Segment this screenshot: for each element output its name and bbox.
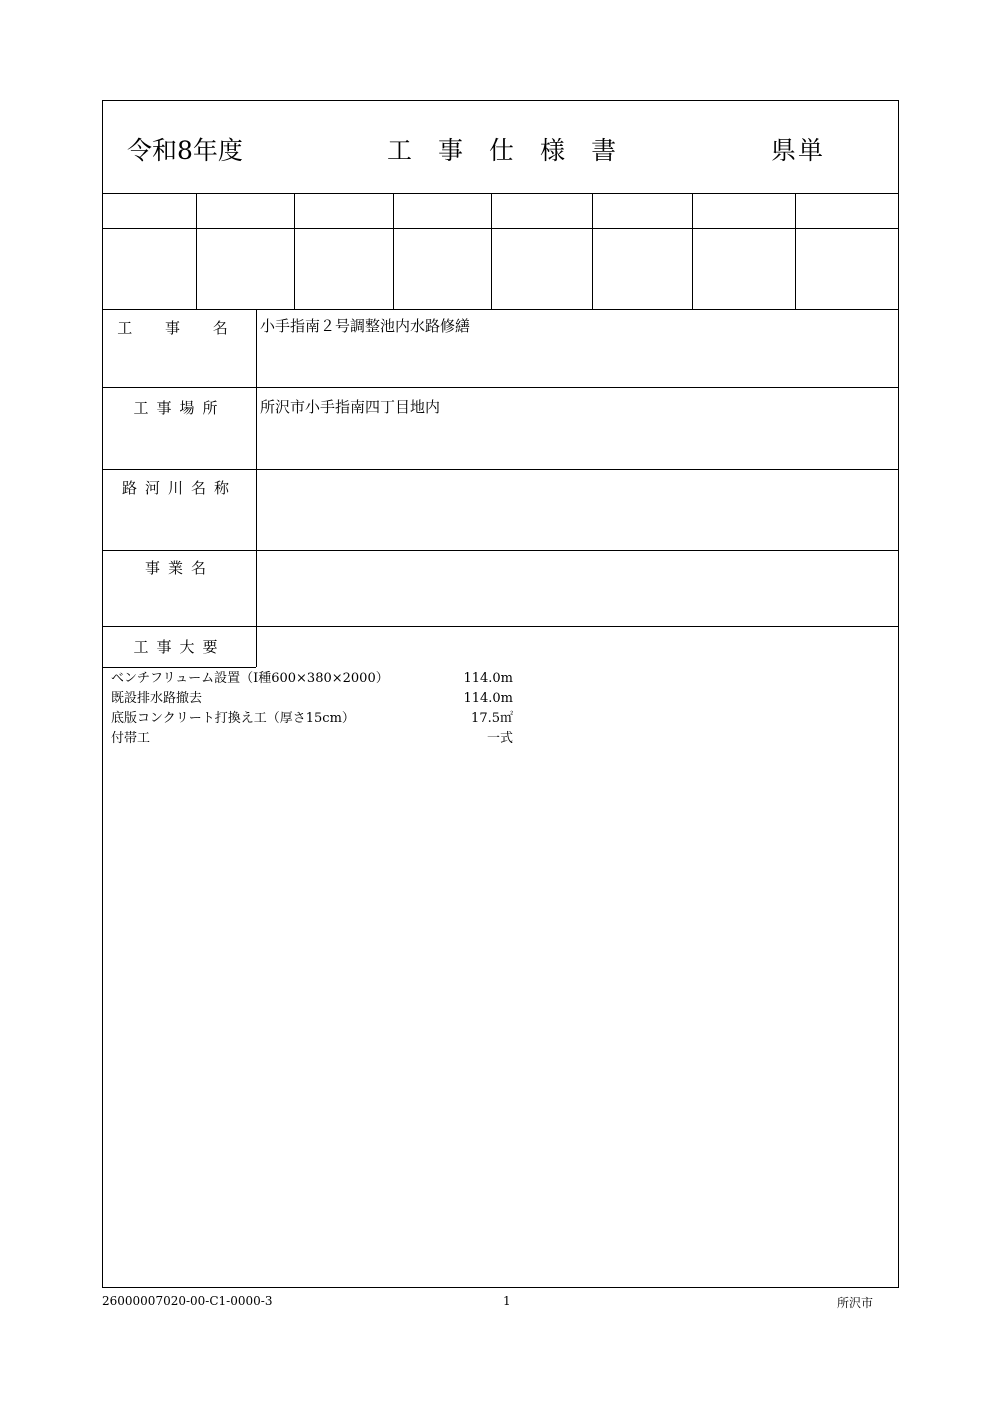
title-char: 工 xyxy=(387,136,413,165)
field-value: 所沢市小手指南四丁目地内 xyxy=(260,398,441,416)
title-char: 書 xyxy=(591,136,617,165)
overview-item: 底版コンクリート打換え工（厚さ15cm） xyxy=(111,711,355,726)
table-rule xyxy=(103,309,898,310)
stamp-divider xyxy=(294,193,295,309)
field-label: 事業名 xyxy=(144,559,214,577)
overview-item: 付帯工 xyxy=(111,731,151,746)
stamp-divider xyxy=(692,193,693,309)
field-value: 小手指南２号調整池内水路修繕 xyxy=(260,317,471,335)
overview-item: ベンチフリューム設置（Ⅰ種600×380×2000） xyxy=(111,671,389,686)
stamp-divider xyxy=(393,193,394,309)
stamp-divider xyxy=(795,193,796,309)
table-rule xyxy=(103,550,898,551)
list-item xyxy=(111,689,513,709)
fiscal-year: 令和8年度 xyxy=(127,136,243,165)
issuer-city: 所沢市 xyxy=(837,1296,874,1310)
title-char: 事 xyxy=(438,136,464,165)
title-char: 様 xyxy=(540,136,566,165)
table-rule xyxy=(103,667,256,668)
list-item xyxy=(111,729,513,749)
label-column-divider xyxy=(256,309,257,667)
document-code: 26000007020-00-C1-0000-3 xyxy=(102,1294,273,1308)
overview-qty: 一式 xyxy=(486,731,513,746)
overview-qty: 17.5㎡ xyxy=(471,711,513,726)
overview-label: 工事大要 xyxy=(133,638,226,656)
document-frame xyxy=(102,100,899,1288)
field-label: 工事場所 xyxy=(133,399,226,417)
document-title xyxy=(387,131,642,167)
page-number: 1 xyxy=(503,1294,511,1308)
stamp-divider xyxy=(592,193,593,309)
title-char: 仕 xyxy=(489,136,515,165)
field-label: 工 事 名 xyxy=(117,319,242,337)
table-rule xyxy=(103,193,898,194)
list-item xyxy=(111,669,513,689)
field-label: 路河川名称 xyxy=(121,479,237,497)
table-rule xyxy=(103,387,898,388)
table-rule xyxy=(103,228,898,229)
table-rule xyxy=(103,626,898,627)
overview-qty: 114.0m xyxy=(463,691,513,706)
stamp-divider xyxy=(491,193,492,309)
overview-item: 既設排水路撤去 xyxy=(111,691,203,706)
overview-qty: 114.0m xyxy=(463,671,513,686)
list-item xyxy=(111,709,513,729)
overview-list xyxy=(111,669,513,749)
table-rule xyxy=(103,469,898,470)
budget-type: 県単 xyxy=(771,136,826,165)
stamp-divider xyxy=(196,193,197,309)
